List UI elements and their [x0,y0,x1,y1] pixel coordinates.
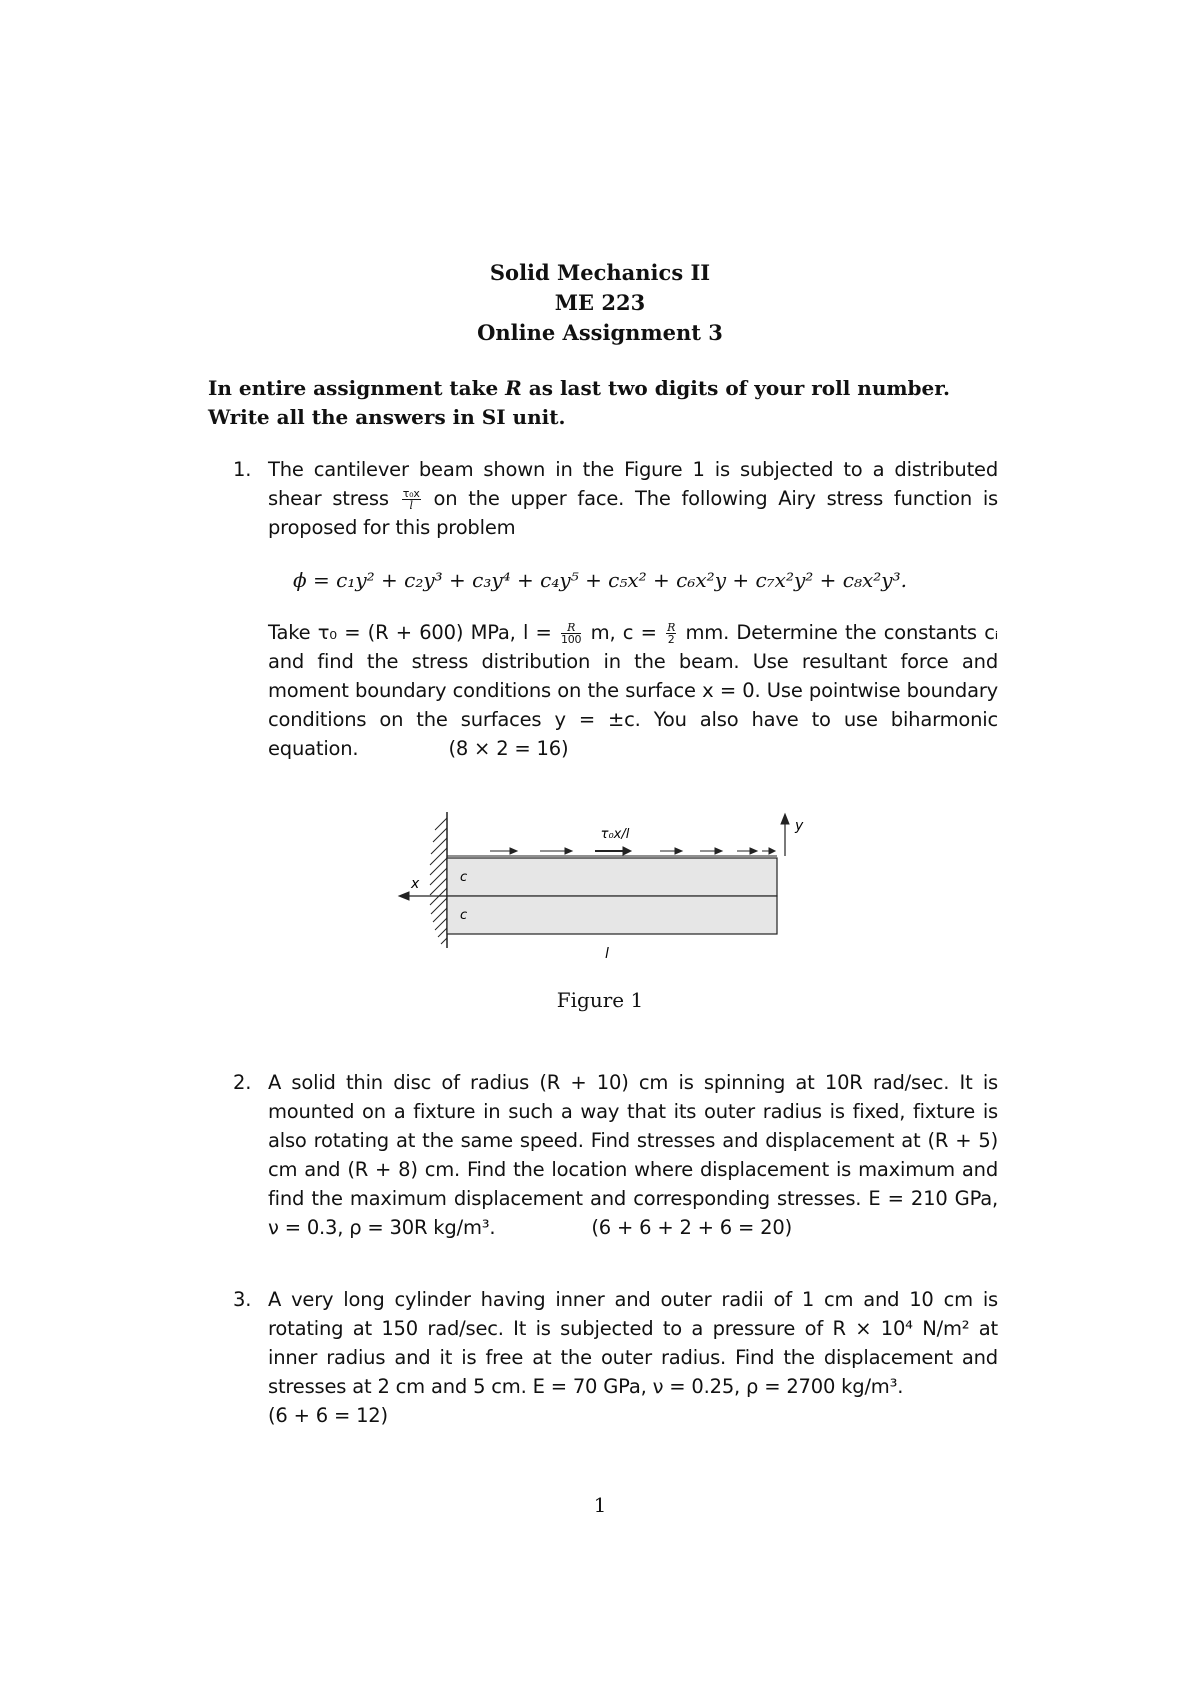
beam-upper-half [447,858,777,896]
question-body [268,618,998,763]
assignment-title: Online Assignment 3 [477,320,723,345]
instruction-text: In entire assignment take [208,376,506,400]
instruction-line-1 [208,374,998,403]
question-number: 2. [233,1071,252,1094]
course-title: Solid Mechanics II [489,260,711,285]
y-axis-arrow [781,814,789,856]
fixed-wall [430,812,447,948]
fraction-numerator: τ₀x [402,487,420,500]
c-fraction [666,622,676,645]
y-axis-label: y [795,818,804,834]
fraction-denominator: 100 [560,633,582,646]
instructions [208,374,998,432]
cantilever-beam-figure [375,800,825,960]
page-number: 1 [593,1493,607,1517]
question-number: 3. [233,1288,252,1311]
question-1-continued [233,618,998,763]
instruction-line-2: Write all the answers in SI unit. [208,405,566,429]
fraction-denominator: 2 [667,633,675,646]
question-3 [233,1285,998,1430]
instruction-text-end: as last two digits of your roll number. [521,376,950,400]
stress-fraction [402,488,421,511]
marks: (6 + 6 + 2 + 6 = 20) [591,1216,792,1239]
x-axis-label: x [411,876,420,892]
course-code: ME 223 [554,290,646,315]
question-1 [233,455,998,542]
question-2 [233,1068,998,1242]
x-axis-arrow [399,892,447,900]
length-label: l [605,946,609,960]
fraction-numerator: R [667,621,676,634]
question-text: A very long cylinder having inner and outer radii of 1 cm and 10 cm is rotating at 150 rad/sec. It is subjected to a pressure of R × 10⁴ N/m² at inner radius and it is free at the outer radius. Find the displacement and stresses at 2 cm and 5 cm. E = 70 GPa, ν = 0.25, ρ = 2700 kg/m³. [268,1288,998,1398]
airy-stress-function: ϕ = c₁y² + c₂y³ + c₃y⁴ + c₄y⁵ + c₅x² + c₆x²y + c₇x²y² + c₈x²y³. [293,568,907,592]
load-label: τ₀x/l [600,827,630,842]
l-fraction [561,622,581,645]
question-body [268,455,998,542]
beam-lower-half [447,896,777,934]
c-bottom-label: c [460,908,468,923]
instruction-variable: R [505,376,522,400]
marks: (6 + 6 = 12) [268,1404,388,1427]
figure-caption: Figure 1 [556,988,644,1012]
question-text: A solid thin disc of radius (R + 10) cm is spinning at 10R rad/sec. It is mounted on a fixture in such a way that its outer radius is fixed, fixture is also rotating at the same speed. Find stresses and displacement at (R + 5) cm and (R + 8) cm. Find the location where displacement is maximum and find the maximum displacement and corresponding stresses. E = 210 GPa, ν = 0.3, ρ = 30R kg/m³. [268,1071,998,1239]
question-text-cont: on the upper face. The following Airy stress function is proposed for this problem [268,487,998,539]
marks: (8 × 2 = 16) [448,737,569,760]
given-values: Take τ₀ = (R + 600) MPa, l = [268,621,559,644]
shear-load-arrows [490,847,775,855]
question-number: 1. [233,458,252,481]
c-top-label: c [460,870,468,885]
question-instructions: mm. Determine the constants cᵢ and find the stress distribution in the beam. Use resultant force and moment boundary conditions on the surface x = 0. Use pointwise boundary conditions on the surfaces y = ±c. You also have to use biharmonic equation. [268,621,998,760]
fraction-denominator: l [409,499,413,512]
question-body [268,1068,998,1242]
fraction-numerator: R [561,622,581,634]
given-values-mid: m, c = [583,621,665,644]
title-block [0,258,1200,348]
question-text: The cantilever beam shown in the Figure 1 is subjected to a distributed shear stress [268,458,998,510]
question-body [268,1285,998,1430]
